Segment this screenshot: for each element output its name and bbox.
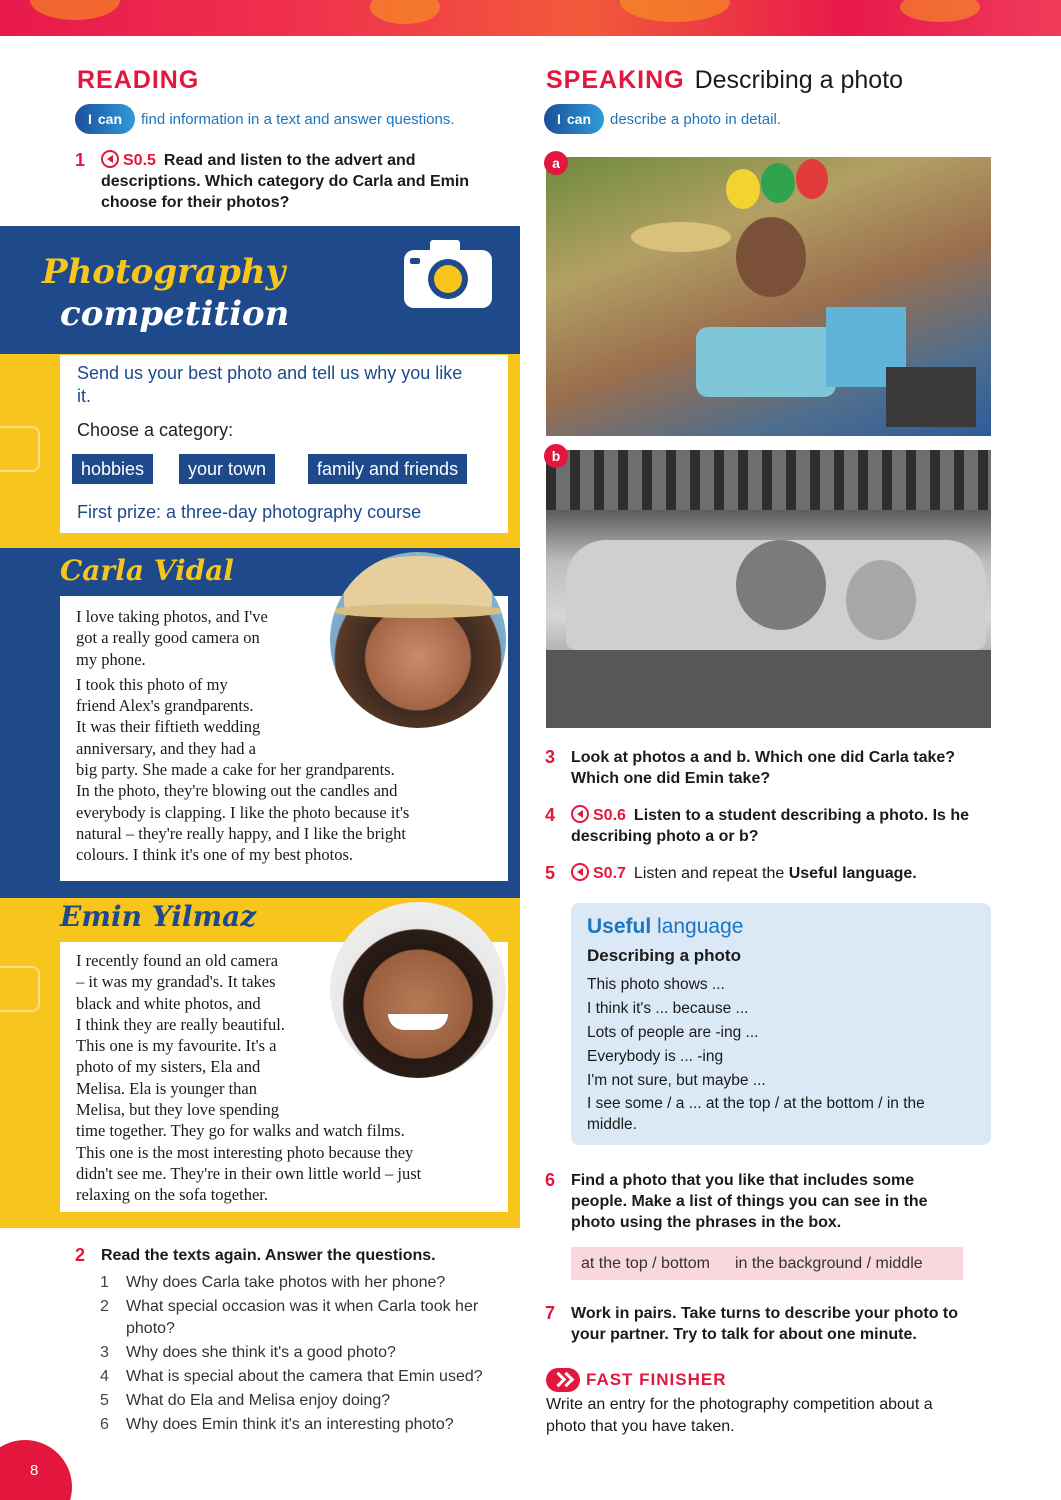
useful-language-title: Useful language	[587, 915, 744, 938]
first-prize-text: First prize: a three-day photography course	[77, 502, 422, 522]
list-item: 2 What special occasion was it when Carla took her photo?	[100, 1298, 479, 1337]
speaking-subheading: Describing a photo	[694, 66, 904, 94]
question-5: 5 S0.7 Listen and repeat the Useful language.	[545, 863, 917, 883]
emin-story: I recently found an old camera – it was my grandad's. It takes black and white photos, and I think they are really beautiful. This one is my favourite. It's a photo of my sisters, Ela and Melisa. Ela is younger than Melisa, but they love spending time together. They go for walks and watch films. This one is the most interesting photo because they didn't see me. They're in their own little world – just relaxing on the sofa together.	[76, 951, 422, 1205]
list-item: 1 Why does Carla take photos with her phone?	[100, 1274, 446, 1291]
question-7: 7 Work in pairs. Take turns to describe your photo to your partner. Try to talk for about one minute.	[545, 1303, 959, 1343]
ican-badge: I can	[544, 104, 604, 134]
list-item: 4 What is special about the camera that Emin used?	[100, 1368, 483, 1385]
double-chevron-icon	[546, 1368, 580, 1392]
emin-name: Emin Yilmaz	[60, 900, 257, 933]
list-item: 6 Why does Emin think it's an interesting photo?	[100, 1416, 454, 1433]
question-1: 1 S0.5 Read and listen to the advert and descriptions. Which category do Carla and Emin choose for their photos?	[75, 150, 470, 211]
question-2-list	[100, 1272, 520, 1438]
speaking-heading: SPEAKING Describing a photo	[546, 66, 904, 94]
audio-icon[interactable]	[571, 805, 589, 823]
top-decorative-band	[0, 0, 1061, 36]
list-item: 3 Why does she think it's a good photo?	[100, 1344, 396, 1361]
photo-a-tag: a	[544, 151, 568, 175]
phrases-box: at the top / bottom in the background / middle	[571, 1247, 963, 1280]
carla-name: Carla Vidal	[60, 554, 234, 587]
audio-icon[interactable]	[101, 150, 119, 168]
advert-panel	[0, 226, 520, 1228]
category-your-town: your town	[179, 454, 275, 484]
choose-category-label: Choose a category:	[77, 420, 234, 440]
category-family-and-friends: family and friends	[308, 454, 467, 484]
advert-title-line1: Photography	[42, 252, 286, 292]
camera-icon	[400, 236, 496, 310]
question-3: 3 Look at photos a and b. Which one did Carla take? Which one did Emin take?	[545, 747, 956, 787]
question-6: 6 Find a photo that you like that includes some people. Make a list of things you can see in the photo using the phrases in the box.	[545, 1170, 928, 1231]
reading-ican-text: find information in a text and answer questions.	[141, 110, 455, 128]
question-4: 4 S0.6 Listen to a student describing a photo. Is he describing photo a or b?	[545, 805, 970, 845]
reading-heading: READING	[77, 66, 200, 94]
advert-title-line2: competition	[60, 294, 290, 334]
reading-ican	[75, 104, 455, 134]
list-item: 5 What do Ela and Melisa enjoy doing?	[100, 1392, 391, 1409]
photo-b-tag: b	[544, 444, 568, 468]
speaking-ican	[544, 104, 781, 134]
question-2: 2 Read the texts again. Answer the questions.	[75, 1245, 436, 1265]
speaking-ican-text: describe a photo in detail.	[610, 110, 781, 128]
ican-badge: I can	[75, 104, 135, 134]
photo-a-birthday-party	[546, 157, 991, 436]
useful-language-box	[571, 903, 991, 1145]
useful-language-lines: This photo shows ... I think it's ... because ... Lots of people are -ing ... Everybody is ... -ing I'm not sure, but maybe ... I see some / a ... at the top / at the bottom / in the middle.	[587, 976, 925, 1133]
page-number-badge	[0, 1440, 72, 1500]
audio-icon[interactable]	[571, 863, 589, 881]
carla-story: I love taking photos, and I've got a really good camera on my phone. I took this photo of my friend Alex's grandparents. It was their fiftieth wedding anniversary, and they had a big party. She made a cake for her grandparents. In the photo, they're blowing out the candles and everybody is clapping. I like the photo because it's natural – they're really happy, and I like the bright colours. I think it's one of my best photos.	[76, 607, 410, 865]
advert-intro-text: Send us your best photo and tell us why you like it.	[77, 363, 463, 406]
category-hobbies: hobbies	[72, 454, 153, 484]
fast-finisher-text: Write an entry for the photography competition about a photo that you have taken.	[546, 1396, 933, 1435]
page-number: 8	[30, 1462, 39, 1479]
photo-b-sisters-on-sofa	[546, 450, 991, 728]
fast-finisher-heading: FAST FINISHER	[546, 1368, 727, 1392]
useful-language-subtitle: Describing a photo	[587, 946, 741, 965]
